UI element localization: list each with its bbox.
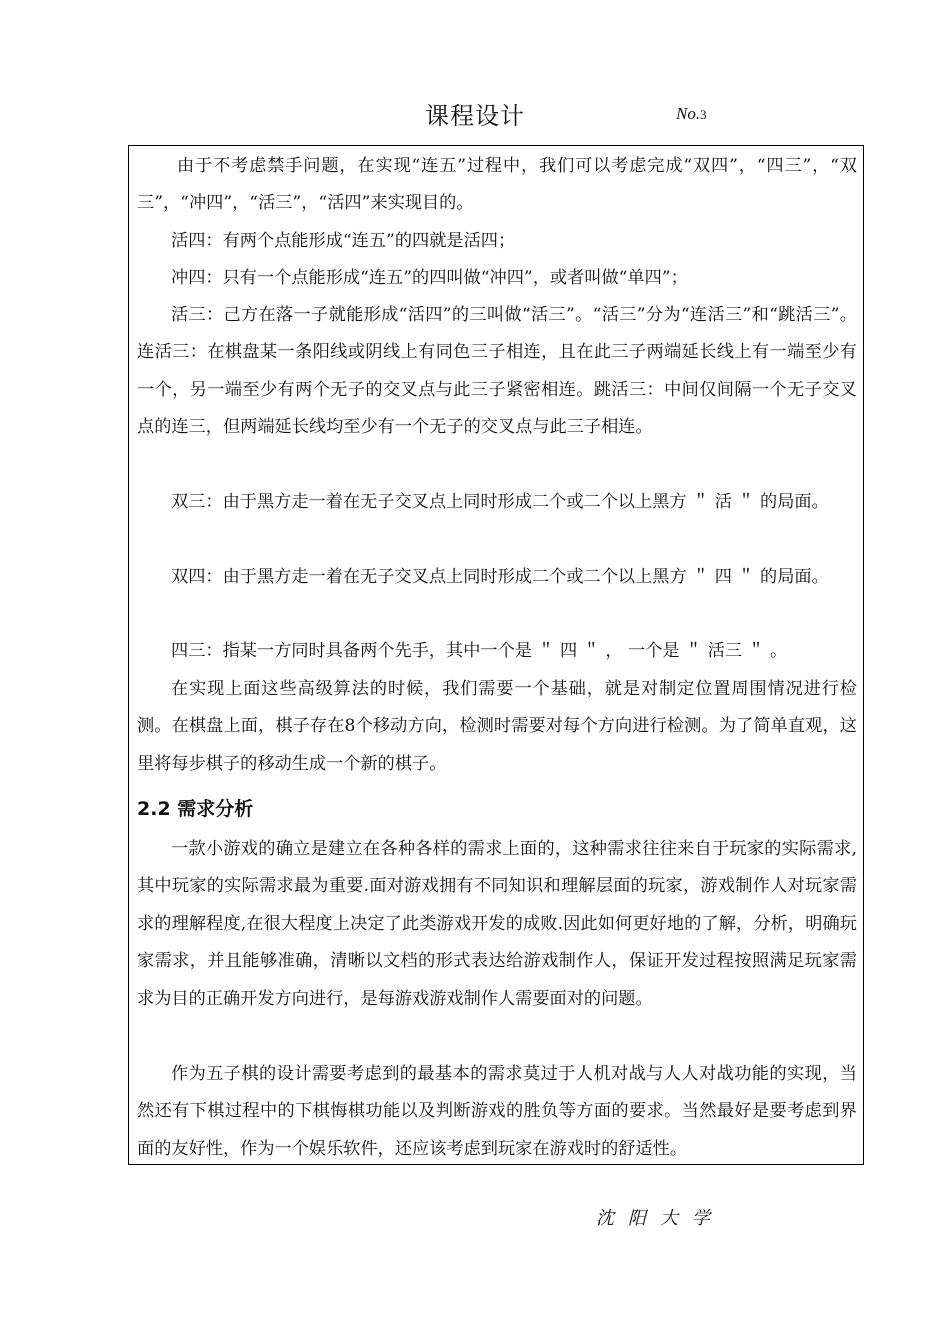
paragraph-shuangsi: 双四：由于黑方走一着在无子交叉点上同时形成二个或二个以上黑方 ＂ 四 ＂ 的局面。 [171, 567, 829, 587]
paragraph-huosan: 活三：己方在落一子就能形成“活四”的三叫做“活三”。“活三”分为“连活三”和“跳活三”。连活三：在棋盘某一条阳线或阴线上有同色三子相连，且在此三子两端延长线上有一端至少有一个，另一端至少有两个无子的交叉点与此三子紧密相连。跳活三：中间仅间隔一个无子交叉点的连三，但两端延长线均至少有一个无子的交叉点与此三子相连。 [137, 305, 857, 438]
university-name: 沈阳大学 [596, 1208, 724, 1229]
page-number [676, 104, 707, 124]
paragraph-sisan: 四三：指某一方同时具备两个先手，其中一个是 ＂ 四 ＂ ， 一个是 ＂ 活三 ＂ 。 [171, 641, 788, 661]
paragraph-huosi: 活四：有两个点能形成“连五”的四就是活四； [171, 231, 516, 251]
paragraph-requirements: 一款小游戏的确立是建立在各种各样的需求上面的，这种需求往往来自于玩家的实际需求,其中玩家的实际需求最为重要.面对游戏拥有不同知识和理解层面的玩家，游戏制作人对玩家需求的理解程度,在很大程度上决定了此类游戏开发的成败.因此如何更好地的了解，分析，明确玩家需求，并且能够准确，清晰以文档的形式表达给游戏制作人，保证开发过程按照满足玩家需求为目的正确开发方向进行，是每游戏游戏制作人需要面对的问题。 [137, 839, 857, 1009]
content-box [128, 145, 864, 1165]
page-number-label: No. [676, 104, 701, 123]
paragraph-gomoku-requirements: 作为五子棋的设计需要考虑到的最基本的需求莫过于人机对战与人人对战功能的实现，当然还有下棋过程中的下棋悔棋功能以及判断游戏的胜负等方面的要求。当然最好是要考虑到界面的友好性，作为一个娱乐软件，还应该考虑到玩家在游戏时的舒适性。 [137, 1064, 857, 1159]
paragraph-chongsi: 冲四：只有一个点能形成“连五”的四叫做“冲四”，或者叫做“单四”； [171, 268, 688, 288]
paragraph-intro: 由于不考虑禁手问题，在实现“连五”过程中，我们可以考虑完成“双四”，“四三”，“双三”，“冲四”，“活三”，“活四”来实现目的。 [137, 156, 857, 214]
paragraph-detection: 在实现上面这些高级算法的时候，我们需要一个基础，就是对制定位置周围情况进行检测。在棋盘上面，棋子存在8个移动方向，检测时需要对每个方向进行检测。为了简单直观，这里将每步棋子的移动生成一个新的棋子。 [137, 679, 857, 774]
paragraph-shuangsan: 双三：由于黑方走一着在无子交叉点上同时形成二个或二个以上黑方 ＂ 活 ＂ 的局面。 [171, 492, 829, 512]
page-title: 课程设计 [425, 102, 525, 130]
page-number-value: 3 [700, 107, 707, 122]
section-heading: 2.2 需求分析 [137, 798, 254, 820]
